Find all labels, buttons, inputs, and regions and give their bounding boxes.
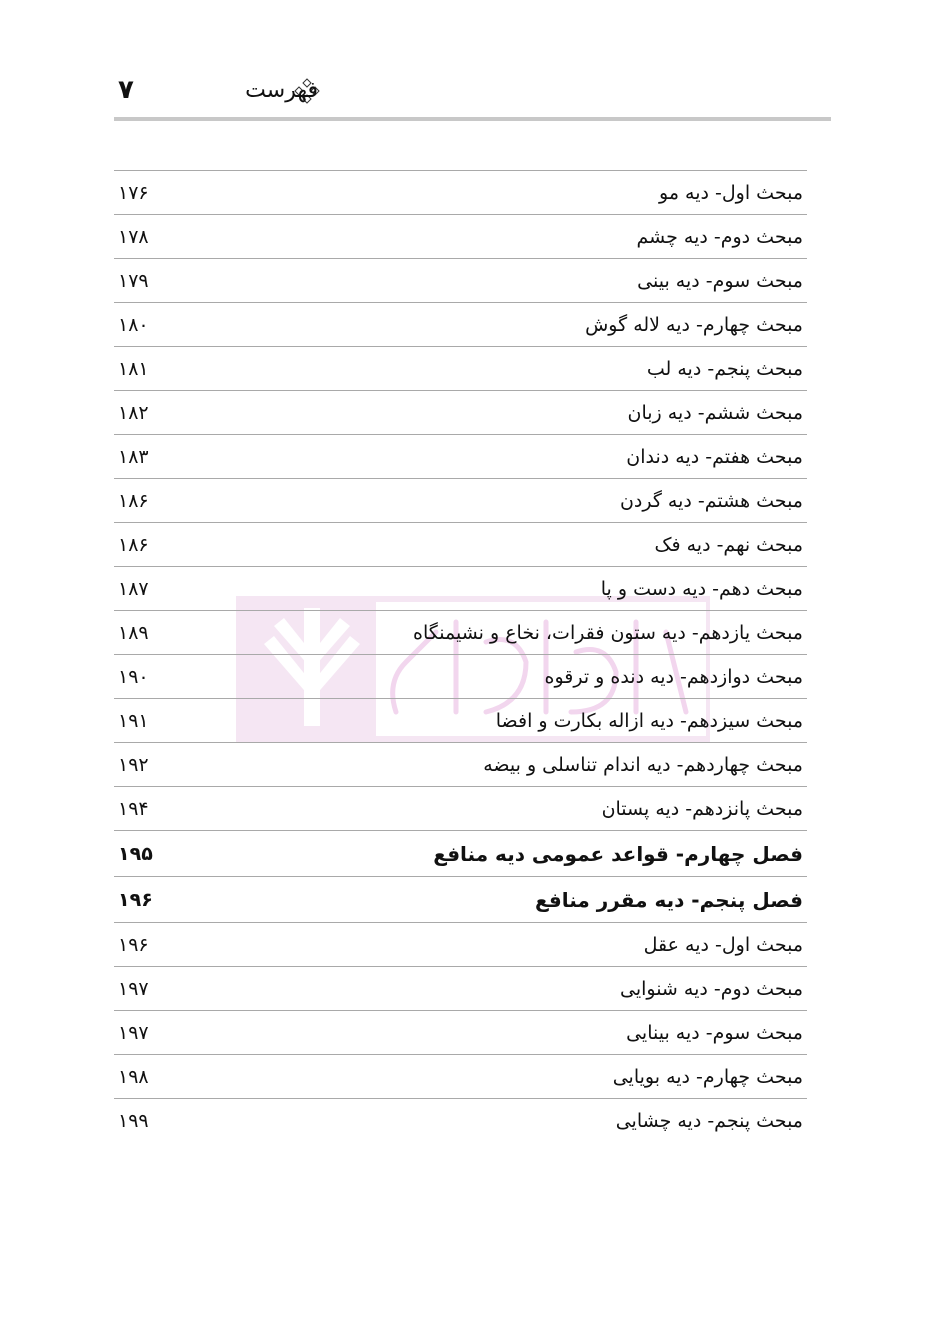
toc-entry-title: مبحث هشتم- دیه گردن	[619, 489, 803, 512]
toc-chapter-title: فصل پنجم- دیه مقرر منافع	[534, 887, 803, 912]
toc-entry[interactable]	[114, 1098, 807, 1142]
toc-entry[interactable]	[114, 610, 807, 654]
toc-entry-page: ۱۹۱	[118, 709, 149, 732]
toc-entry[interactable]	[114, 698, 807, 742]
toc-entry-page: ۱۸۰	[118, 313, 149, 336]
toc-entry-title: مبحث ششم- دیه زبان	[627, 401, 803, 424]
toc-entry[interactable]	[114, 434, 807, 478]
toc-entry-page: ۱۹۰	[118, 665, 149, 688]
toc-entry-title: مبحث چهارم- دیه لاله گوش	[585, 313, 803, 336]
toc-entry-title: مبحث نهم- دیه فک	[654, 533, 803, 556]
toc-entry-title: مبحث هفتم- دیه دندان	[626, 445, 803, 468]
toc-entry-title: مبحث چهاردهم- دیه اندام تناسلی و بیضه	[483, 753, 803, 776]
toc-entry-page: ۱۸۶	[118, 489, 149, 512]
header-divider	[114, 117, 831, 121]
toc-entry-page: ۱۷۶	[118, 181, 149, 204]
toc-entry-page: ۱۷۸	[118, 225, 149, 248]
toc-entry[interactable]	[114, 566, 807, 610]
toc-entry-page: ۱۹۴	[118, 797, 149, 820]
toc-entry-title: مبحث دوم- دیه شنوایی	[619, 977, 803, 1000]
page-number: ۷	[118, 75, 134, 105]
toc-entry-page: ۱۸۲	[118, 401, 149, 424]
toc-entry-title: مبحث پنجم- دیه لب	[646, 357, 803, 380]
toc-entry-title: مبحث اول- دیه مو	[659, 181, 803, 204]
table-of-contents	[114, 170, 807, 1142]
toc-entry-title: مبحث یازدهم- دیه ستون فقرات، نخاع و نشیمنگاه	[413, 621, 803, 644]
toc-chapter-entry[interactable]	[114, 830, 807, 876]
toc-entry[interactable]	[114, 922, 807, 966]
toc-entry-title: مبحث سوم- دیه بینی	[637, 269, 803, 292]
toc-entry[interactable]	[114, 258, 807, 302]
toc-entry-page: ۱۸۷	[118, 577, 149, 600]
toc-chapter-entry[interactable]	[114, 876, 807, 922]
toc-entry-title: مبحث سیزدهم- دیه ازاله بکارت و افضا	[495, 709, 803, 732]
toc-entry-title: مبحث پانزدهم- دیه پستان	[601, 797, 803, 820]
toc-entry-title: مبحث دهم- دیه دست و پا	[600, 577, 803, 600]
toc-entry-page: ۱۹۲	[118, 753, 149, 776]
page-header	[114, 72, 831, 112]
toc-entry-page: ۱۹۷	[118, 1021, 149, 1044]
toc-entry[interactable]	[114, 1054, 807, 1098]
toc-entry[interactable]	[114, 522, 807, 566]
toc-entry-page: ۱۹۶	[118, 888, 153, 911]
toc-entry[interactable]	[114, 346, 807, 390]
toc-chapter-title: فصل چهارم- قواعد عمومی دیه منافع	[433, 841, 803, 866]
toc-entry[interactable]	[114, 170, 807, 214]
toc-entry-title: مبحث اول- دیه عقل	[643, 933, 803, 956]
toc-entry-page: ۱۷۹	[118, 269, 149, 292]
toc-entry-title: مبحث دوم- دیه چشم	[636, 225, 803, 248]
toc-entry-page: ۱۹۶	[118, 933, 149, 956]
toc-entry[interactable]	[114, 478, 807, 522]
toc-entry-title: مبحث چهارم- دیه بویایی	[612, 1065, 803, 1088]
toc-entry-page: ۱۹۷	[118, 977, 149, 1000]
toc-entry[interactable]	[114, 786, 807, 830]
toc-entry-title: مبحث سوم- دیه بینایی	[626, 1021, 803, 1044]
toc-entry-page: ۱۸۳	[118, 445, 149, 468]
toc-entry-page: ۱۸۱	[118, 357, 149, 380]
toc-entry-title: مبحث پنجم- دیه چشایی	[615, 1109, 803, 1132]
header-title: فهرست	[245, 78, 318, 103]
toc-entry-page: ۱۹۹	[118, 1109, 149, 1132]
toc-entry[interactable]	[114, 966, 807, 1010]
toc-entry[interactable]	[114, 302, 807, 346]
toc-entry[interactable]	[114, 654, 807, 698]
toc-entry[interactable]	[114, 214, 807, 258]
toc-entry[interactable]	[114, 1010, 807, 1054]
toc-entry-page: ۱۸۶	[118, 533, 149, 556]
toc-entry-page: ۱۸۹	[118, 621, 149, 644]
toc-entry-page: ۱۹۸	[118, 1065, 149, 1088]
toc-entry[interactable]	[114, 742, 807, 786]
toc-entry-title: مبحث دوازدهم- دیه دنده و ترقوه	[544, 665, 803, 688]
toc-entry[interactable]	[114, 390, 807, 434]
toc-entry-page: ۱۹۵	[118, 842, 153, 865]
